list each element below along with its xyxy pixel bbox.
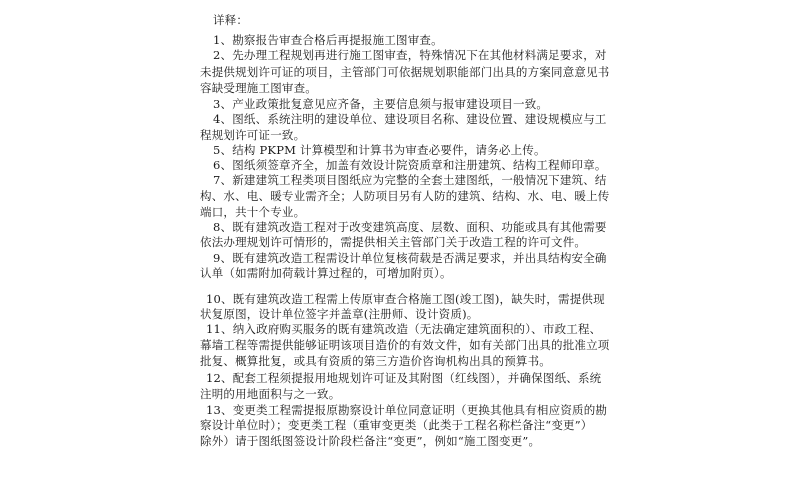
doc-line: 4、图纸、系统注明的建设单位、建设项目名称、建设位置、建设规模应与工 — [213, 112, 607, 126]
doc-line: 2、先办理工程规划再进行施工图审查，特殊情况下在其他材料满足要求，对 — [213, 48, 607, 62]
doc-heading: 详释： — [213, 13, 249, 27]
doc-line: 除外）请于图纸图签设计阶段栏备注“变更”，例如“施工图变更”。 — [200, 434, 541, 448]
doc-line: 察设计单位时）；变更类工程（重审变更类（此类于工程名称栏备注“变更”） — [200, 418, 593, 432]
doc-line: 1、勘察报告审查合格后再提报施工图审查。 — [213, 33, 443, 47]
doc-line: 状复原图，设计单位签字并盖章(注册师、设计资质)。 — [200, 307, 479, 321]
doc-line: 程规划许可证一致。 — [200, 128, 306, 142]
doc-line: 7、新建建筑工程类项目图纸应为完整的全套土建图纸，一般情况下建筑、结 — [213, 173, 607, 187]
doc-line: 依法办理规划许可情形的，需提供相关主管部门关于改造工程的许可文件。 — [200, 235, 587, 249]
doc-line: 注明的用地面积与之一致。 — [200, 387, 341, 401]
doc-line: 未提供规划许可证的项目，主管部门可依据规划职能部门出具的方案同意意见书 — [200, 65, 610, 79]
doc-line: 9、既有建筑改造工程需设计单位复核荷载是否满足要求，并出具结构安全确 — [213, 251, 607, 265]
doc-line: 12、配套工程须提报用地规划许可证及其附图（红线图），并确保图纸、系统 — [206, 371, 602, 385]
doc-line: 认单（如需附加荷载计算过程的，可增加附页）。 — [200, 266, 452, 280]
doc-line: 6、图纸须签章齐全，加盖有效设计院资质章和注册建筑、结构工程师印章。 — [213, 158, 607, 172]
doc-line: 5、结构 PKPM 计算模型和计算书为审查必要件，请务必上传。 — [213, 143, 546, 157]
doc-line: 11、纳入政府购买服务的既有建筑改造（无法确定建筑面积的）、市政工程、 — [206, 322, 602, 336]
doc-line: 端口，共十个专业。 — [200, 205, 306, 219]
doc-line: 13、变更类工程需提报原勘察设计单位同意证明（更换其他具有相应资质的勘 — [206, 403, 608, 417]
doc-line: 构、水、电、暖专业需齐全；人防项目另有人防的建筑、结构、水、电、暖上传 — [200, 189, 610, 203]
doc-line: 批复、概算批复，或具有资质的第三方造价咨询机构出具的预算书。 — [200, 354, 551, 368]
doc-line: 3、产业政策批复意见应齐备，主要信息须与报审建设项目一致。 — [213, 97, 549, 111]
doc-line: 容缺受理施工图审查。 — [200, 81, 317, 95]
doc-line: 幕墙工程等需提供能够证明该项目造价的有效文件，如有关部门出具的批准立项 — [200, 338, 610, 352]
doc-line: 8、既有建筑改造工程对于改变建筑高度、层数、面积、功能或具有其他需要 — [213, 220, 607, 234]
doc-line: 10、既有建筑改造工程需上传原审查合格施工图(竣工图)，缺失时，需提供现 — [206, 292, 605, 306]
